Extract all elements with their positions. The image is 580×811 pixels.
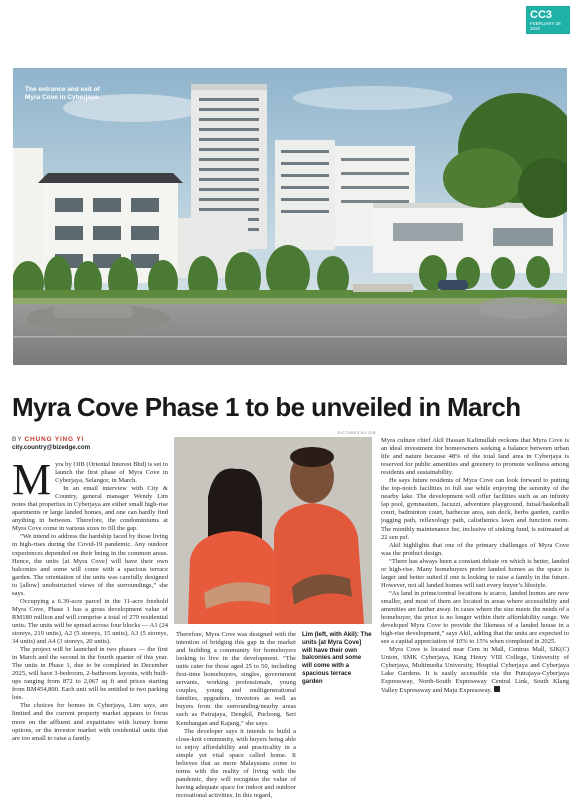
paragraph: Therefore, Myra Cove was designed with the intention of bridging this gap in the market and building a community for homebuyers looking to live in the development. “The units cater for those aged 25 to 50, including first-time homebuyers, singles, government servants, working professionals, young couples, young and multigenerational families, upgraders, investors as well as buyers from the surrounding/nearby areas such as Putrajaya, Dengkil, Puchong, Seri Kembangan and Kajang,” she says.: [176, 631, 296, 727]
section-label: CC3: [530, 9, 553, 21]
end-of-article-mark: [494, 686, 500, 692]
photo-caption: Lim (left, with Akil): The units [at Myra Cove] will have their own balconies and some will come with a spacious terrace garden: [302, 631, 372, 685]
paragraph: Myra culture chief Akil Hassan Kalimullah reckons that Myra Cove is an ideal investment for homeowners seeking a balance between urban life and nature because 48% of the total land area in Cyberjaya is reserved for public amenities and greenery to promote wellness among residents and sustainability.: [381, 437, 569, 477]
paragraph: Myra by OIB (Oriental Interest Bhd) is set to launch the first phase of Myra Cove in Cyberjaya, Selangor, in March.: [12, 455, 168, 504]
article-column-1: [12, 455, 169, 743]
article-column-2: [176, 631, 296, 800]
hero-illustration: [13, 68, 567, 365]
headline: Myra Cove Phase 1 to be unveiled in March: [12, 392, 521, 422]
portrait-photo: [174, 437, 372, 624]
byline-by: BY: [12, 436, 23, 443]
paragraph: Akil highlights that one of the primary challenges of Myra Cove was the product design.: [381, 541, 569, 557]
dropcap: M: [12, 455, 52, 504]
paragraph: In an email interview with City & Country, general manager Wendy Lim notes that properties in Cyberjaya are either small high-rise apartments or large landed homes, and one can hardly find anything in between. Therefore, the condominiums at Myra Cove come in various sizes to fill the gap.: [12, 485, 168, 533]
byline-author: CHUNG YING YI: [24, 436, 85, 443]
paragraph: “We intend to address the hardship faced by those living in high-rises during the Covid-19 pandemic. Any outdoor experiences depended on their being in the common areas. Hence, the units [at Myra Cove] will have their own balconies and some will come with a spacious terrace garden. The orientation of the units was carefully designed to [allow] unobstructed views of the surroundings,” she says.: [12, 533, 168, 597]
paragraph: “As land in prime/central locations is scarce, landed homes are now smaller, and most of them are located in areas where accessibility and amenities are farther away. In cases where the size meets the needs of a homebuyer, the price is no longer within their affordability range. We developed Myra Cove to provide the likeness of a landed house in a high-rise development,” says Akil, adding that the units are expected to see a capital appreciation of 10% to 15% when completed in 2025.: [381, 589, 569, 646]
photo-credit: PICTURES BY OIB: [338, 431, 376, 435]
paragraph: He says future residents of Myra Cove can look forward to putting the top-notch facilities to full use while enjoying the serenity of the nearby lake. The development will offer facilities such as an infinity lap pool, gymnasium, Jacuzzi, adventure playground, futsal/basketball court, badminton court, barbecue area, sun deck, herbs garden, cardio jogging path, reflexology path, calisthenics lawn and function room. The monthly maintenance fee, inclusive of sinking fund, is estimated at 22 sen psf.: [381, 477, 569, 541]
paragraph: Occupying a 6.39-acre parcel in the 11-acre freehold Myra Cove, Phase 1 has a gross development value of RM180 million and will comprise a total of 279 residential units. The units will be spread across four blocks — A1 (24 storeys, 210 units), A2 (5 storeys, 15 units), A3 (5 storeys, 34 units) and A4 (3 storeys, 20 units).: [12, 597, 168, 646]
hero-caption: The entrance and exit of Myra Cove in Cyberjaya: [25, 86, 100, 101]
hero-rendering-image: [13, 68, 567, 365]
paragraph: Myra Cove is located near Cem in Mall, Centrus Mall, SJK(C) Union, SMK Cyberjaya, King Henry VIII College, University of Cyberjaya, Multimedia University, Hospital Cyberjaya and Cyberjaya Lake Gardens. It is easily accessible via the Putrajaya-Cyberjaya Expressway, North-South Expressway Central Link, South Klang Valley Expressway and Maju Expressway.: [381, 646, 569, 695]
issue-date: FEBRUARY 28 2022: [530, 21, 561, 31]
article-column-3: [381, 437, 569, 696]
byline-email[interactable]: city.country@bizedge.com: [12, 444, 91, 451]
section-masthead: [526, 6, 570, 34]
portrait-illustration: [174, 437, 372, 624]
paragraph: The developer says it intends to build a close-knit community, with buyers being able to enjoy affordability and practicality in a simple yet vital space called home. It believes that as more Malaysians come to terms with the reality of living with the pandemic, they will recognise the value of having adequate space for indoor and outdoor recreational activities. In this regard,: [176, 727, 296, 799]
paragraph: “There has always been a constant debate on which is better, landed or high-rise. Many homebuyers prefer landed homes as the space is larger and better suited if one is looking to raise a family in the future. However, not all landed homes will suit every buyer’s lifestyle.: [381, 557, 569, 589]
paragraph: The choices for homes in Cyberjaya, Lim says, are limited and the current property market appears to focus more on the affluent and expatriates with luxury home options, or the investor market with residential units that are too small to raise a family.: [12, 702, 168, 742]
byline: [12, 436, 90, 451]
paragraph: The project will be launched in two phases — the first in March and the second in the fourth quarter of this year. The units in Phase 1, due to be completed in December 2025, will have 3-bedroom, 2-bathroom layouts, with built-ups ranging from 872 to 2,067 sq ft and prices starting from RM454,800. Each unit will be entitled to two parking lots.: [12, 646, 169, 702]
